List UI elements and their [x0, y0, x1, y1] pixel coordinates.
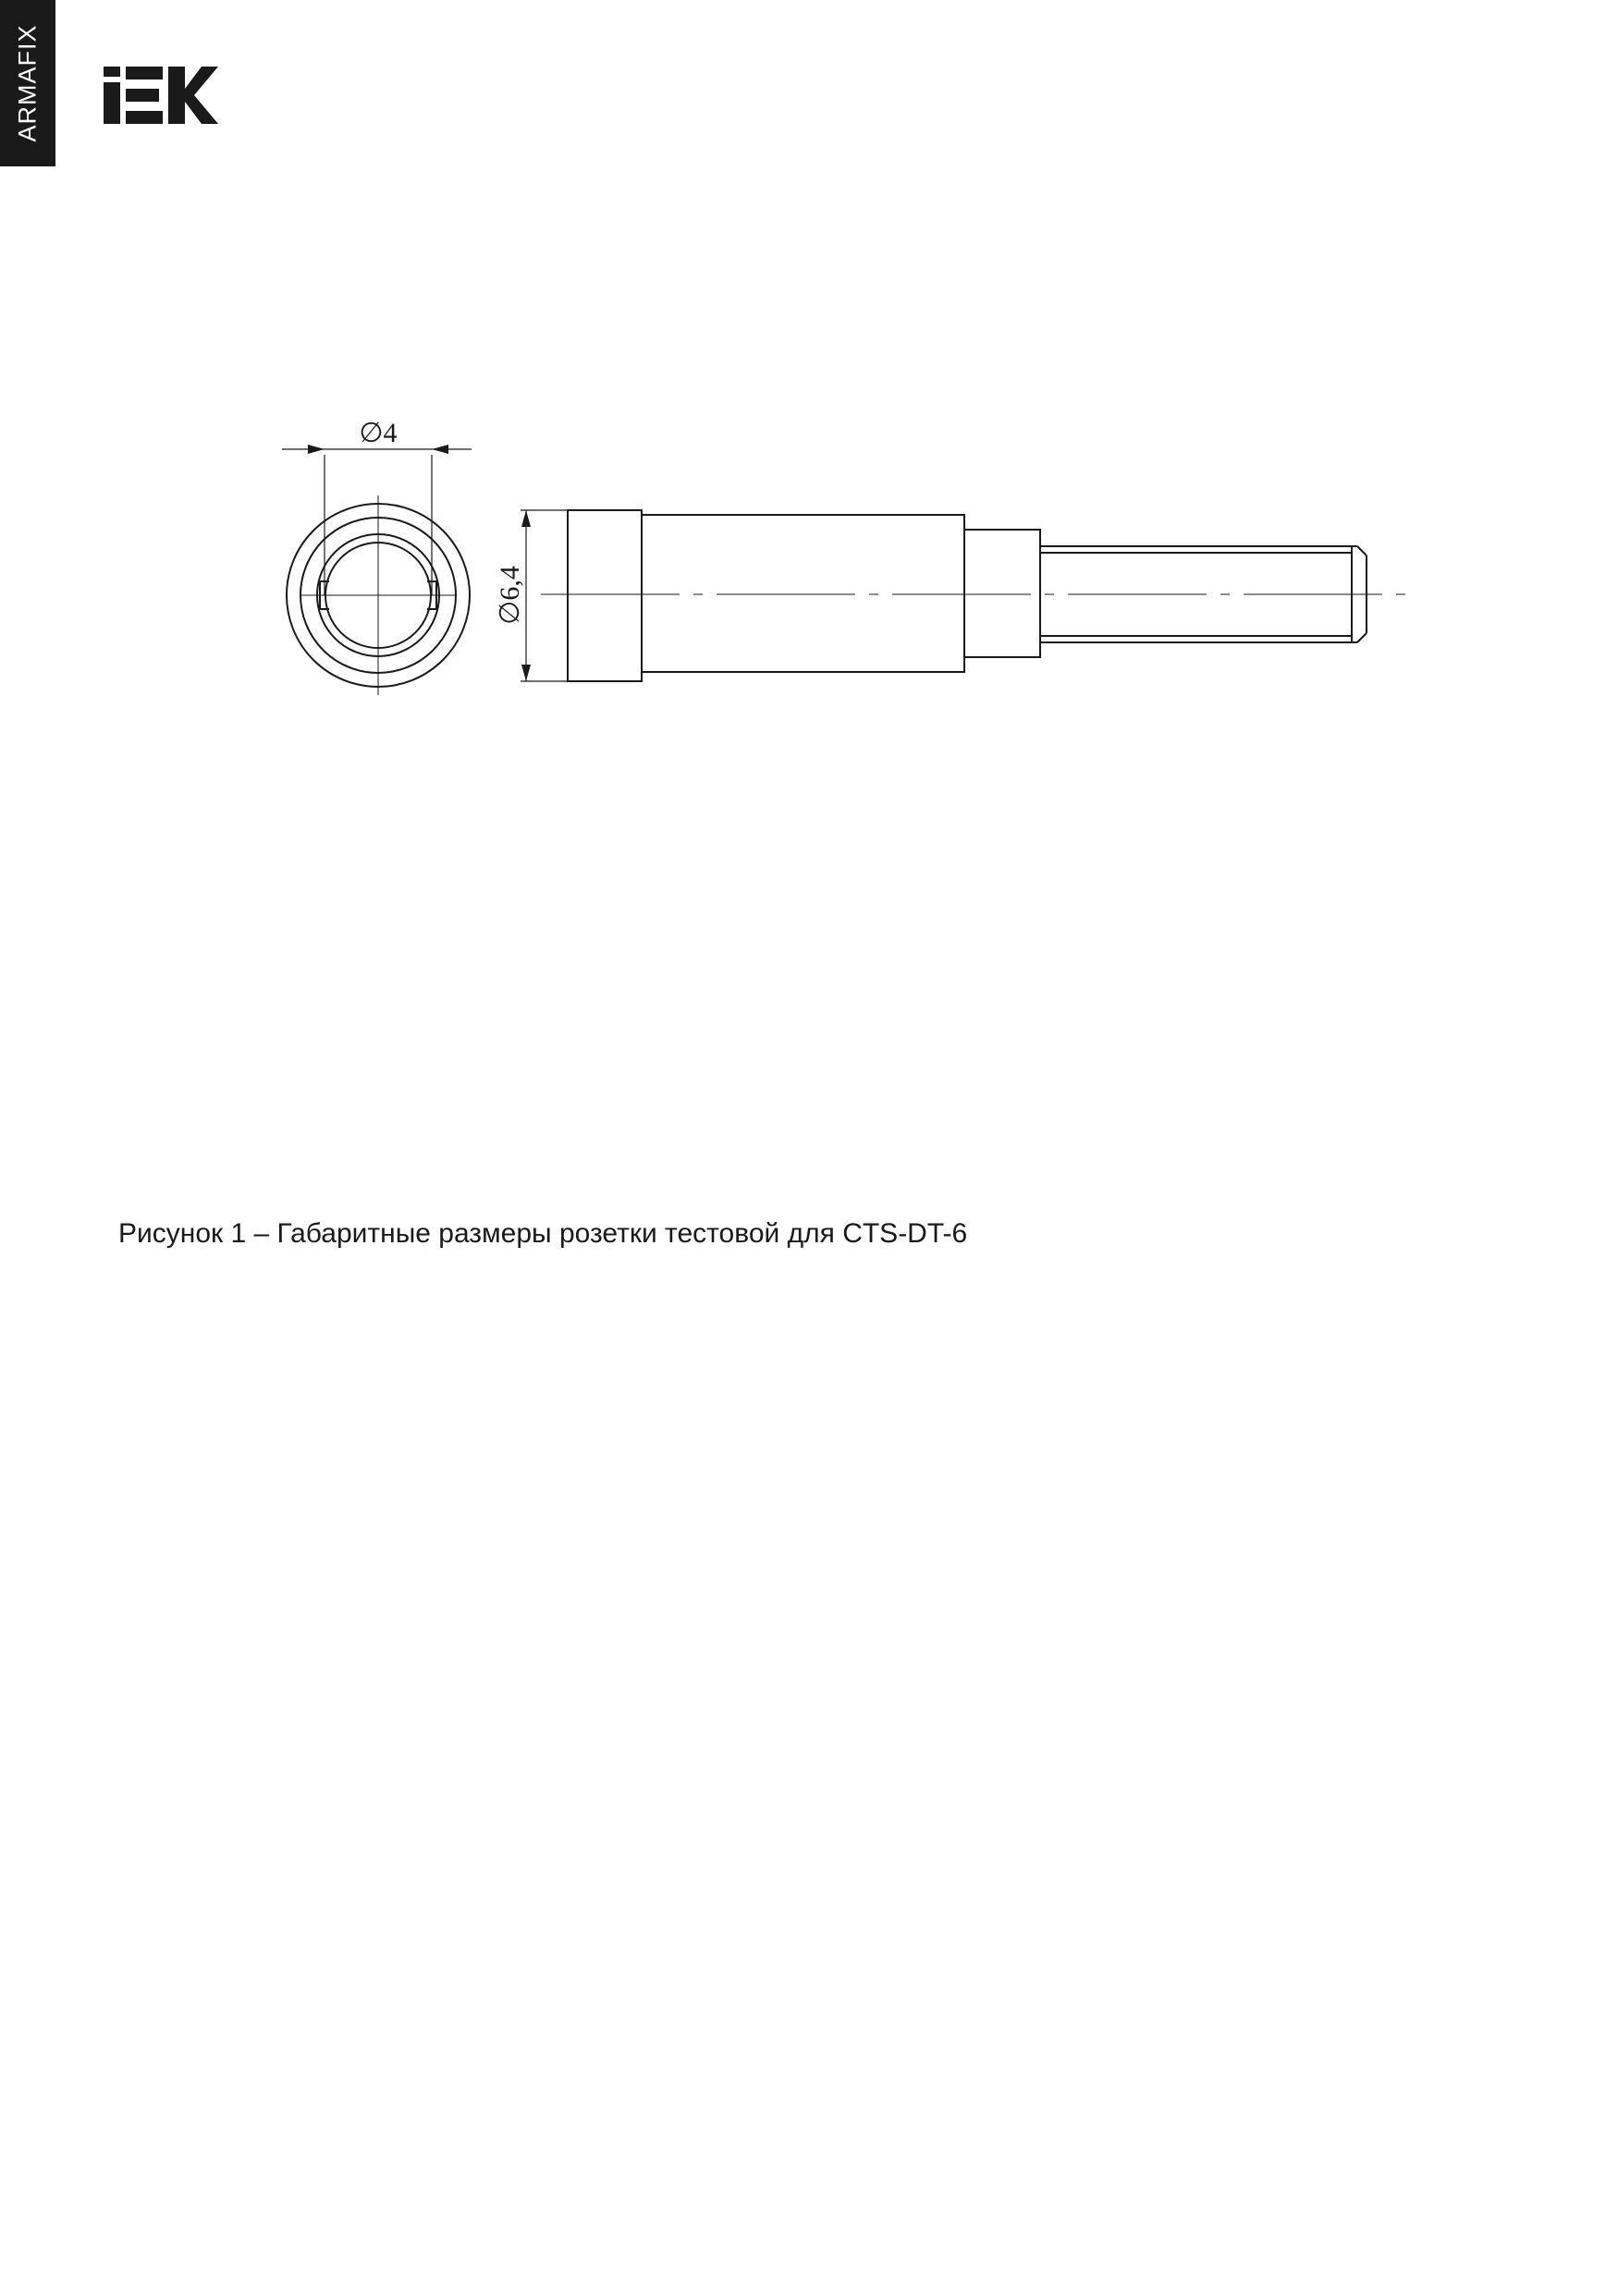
series-label: ARMAFIX: [13, 24, 42, 142]
front-view: [287, 495, 470, 695]
side-view: [541, 510, 1405, 681]
outer-diameter-label: ∅6,4: [495, 566, 525, 625]
figure-caption: Рисунок 1 – Габаритные размеры розетки тестовой для CTS-DT-6: [118, 1218, 968, 1249]
inner-diameter-label: ∅4: [359, 418, 398, 448]
socket-dimension-drawing: [0, 0, 1618, 832]
inner-diameter-dimension: [282, 445, 472, 595]
outer-diameter-dimension: [521, 510, 568, 681]
